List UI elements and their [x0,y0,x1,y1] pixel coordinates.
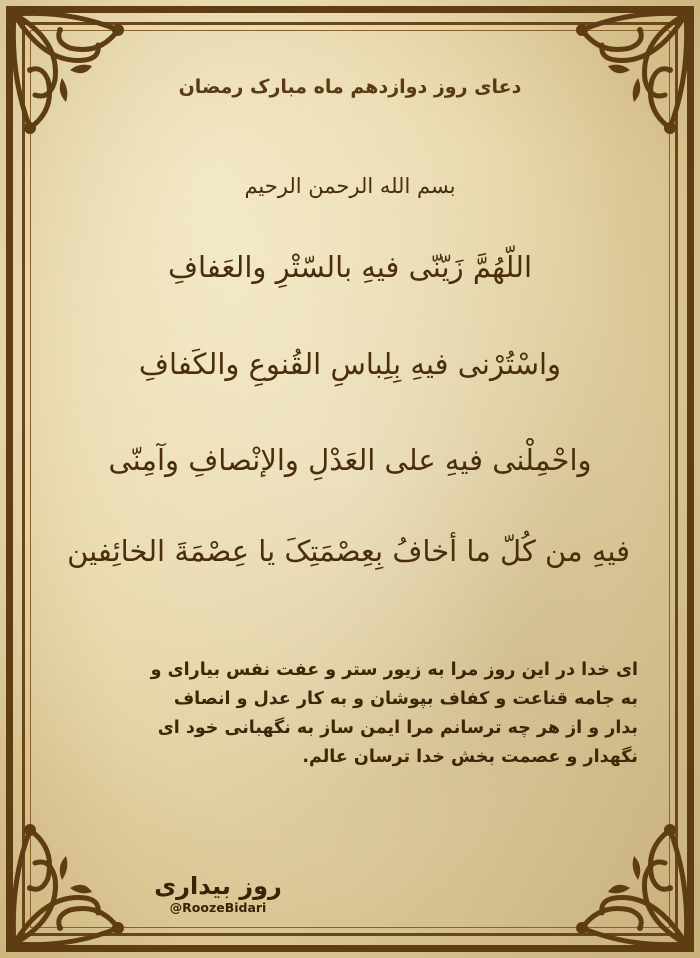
translation-line-3: بدار و از هر چه ترسانم مرا ایمن ساز به نگهبانی خود ای [157,718,638,738]
prayer-verse-3: واحْمِلْنی فیهِ علی العَدْلِ والإنْصافِ وآمِنّی [108,443,592,477]
bismillah-text: بسم الله الرحمن الرحیم [244,174,456,198]
page-title: دعای روز دوازدهم ماه مبارک رمضان [178,76,522,98]
translation-line-4: نگهدار و عصمت بخش خدا ترسان عالم. [302,747,638,767]
translation-line-2: به جامه قناعت و کفاف بپوشان و به کار عدل و انصاف [173,689,638,709]
prayer-verse-1: اللّهُمَّ زَیّنّی فیهِ بالسّتْرِ والعَفافِ [167,250,532,284]
corner-ornament-icon [0,808,140,958]
corner-ornament-icon [560,0,700,150]
prayer-verse-2: واسْتُرْنی فیهِ بِلِباسِ القُنوعِ والکَفافِ [138,347,562,381]
brand-logo [148,872,288,916]
prayer-verse-4: فیهِ من کُلّ ما أخافُ بِعِصْمَتِکَ یا عِصْمَةَ الخائِفین [67,534,630,568]
translation-line-1: ای خدا در این روز مرا به زیور ستر و عفت نفس بیارای و [150,660,638,680]
brand-name: روز بیداری [154,872,282,900]
persian-translation [62,656,638,772]
corner-ornament-icon [560,808,700,958]
inner-frame-line [30,30,670,928]
corner-ornament-icon [0,0,140,150]
brand-handle: @RoozeBidari [169,900,267,915]
